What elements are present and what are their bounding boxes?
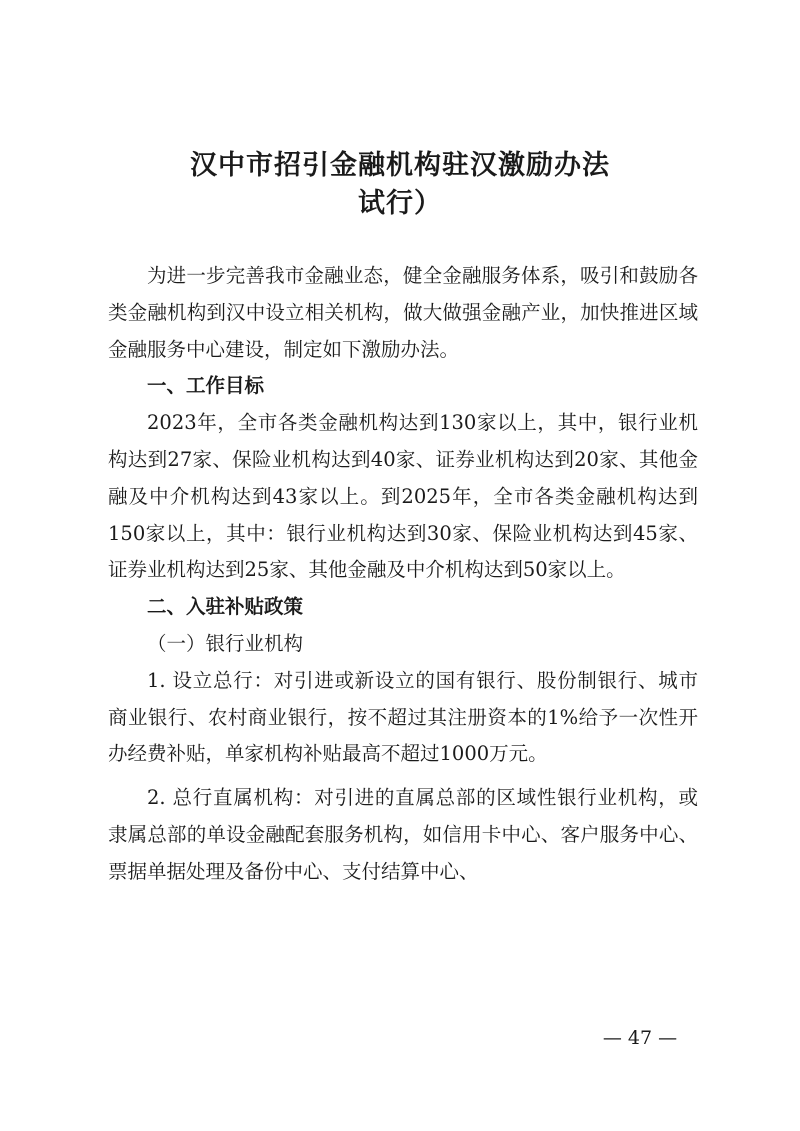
intro-paragraph: 为进一步完善我市金融业态，健全金融服务体系，吸引和鼓励各类金融机构到汉中设立相关机构，做大做强金融产业，加快推进区域金融服务中心建设，制定如下激励办法。 (108, 264, 698, 361)
item-paragraph-2: 2. 总行直属机构：对引进的直属总部的区域性银行业机构，或隶属总部的单设金融配套服务机构，如信用卡中心、客户服务中心、票据单据处理及备份中心、支付结算中心、 (108, 786, 698, 883)
section-heading-goals: 一、工作目标 (147, 374, 265, 398)
page-number: — 47 — (602, 1027, 678, 1049)
document-title: 汉中市招引金融机构驻汉激励办法 (190, 150, 610, 181)
section-heading-subsidy: 二、入驻补贴政策 (147, 595, 304, 619)
document-subtitle: 试行） (358, 188, 442, 219)
goals-paragraph: 2023年，全市各类金融机构达到130家以上，其中，银行业机构达到27家、保险业机构达到40家、证券业机构达到20家、其他金融及中介机构达到43家以上。到2025年，全市各类金融机构达到150家以上，其中：银行业机构达到30家、保险业机构达到45家、证券业机构达到25家、其他金融及中介机构达到50家以上。 (108, 411, 698, 582)
subsection-heading-banks: （一）银行业机构 (147, 631, 304, 655)
item-paragraph-1: 1. 设立总行：对引进或新设立的国有银行、股份制银行、城市商业银行、农村商业银行，按不超过其注册资本的1%给予一次性开办经费补贴，单家机构补贴最高不超过1000万元。 (108, 668, 698, 766)
document-body (108, 258, 698, 891)
